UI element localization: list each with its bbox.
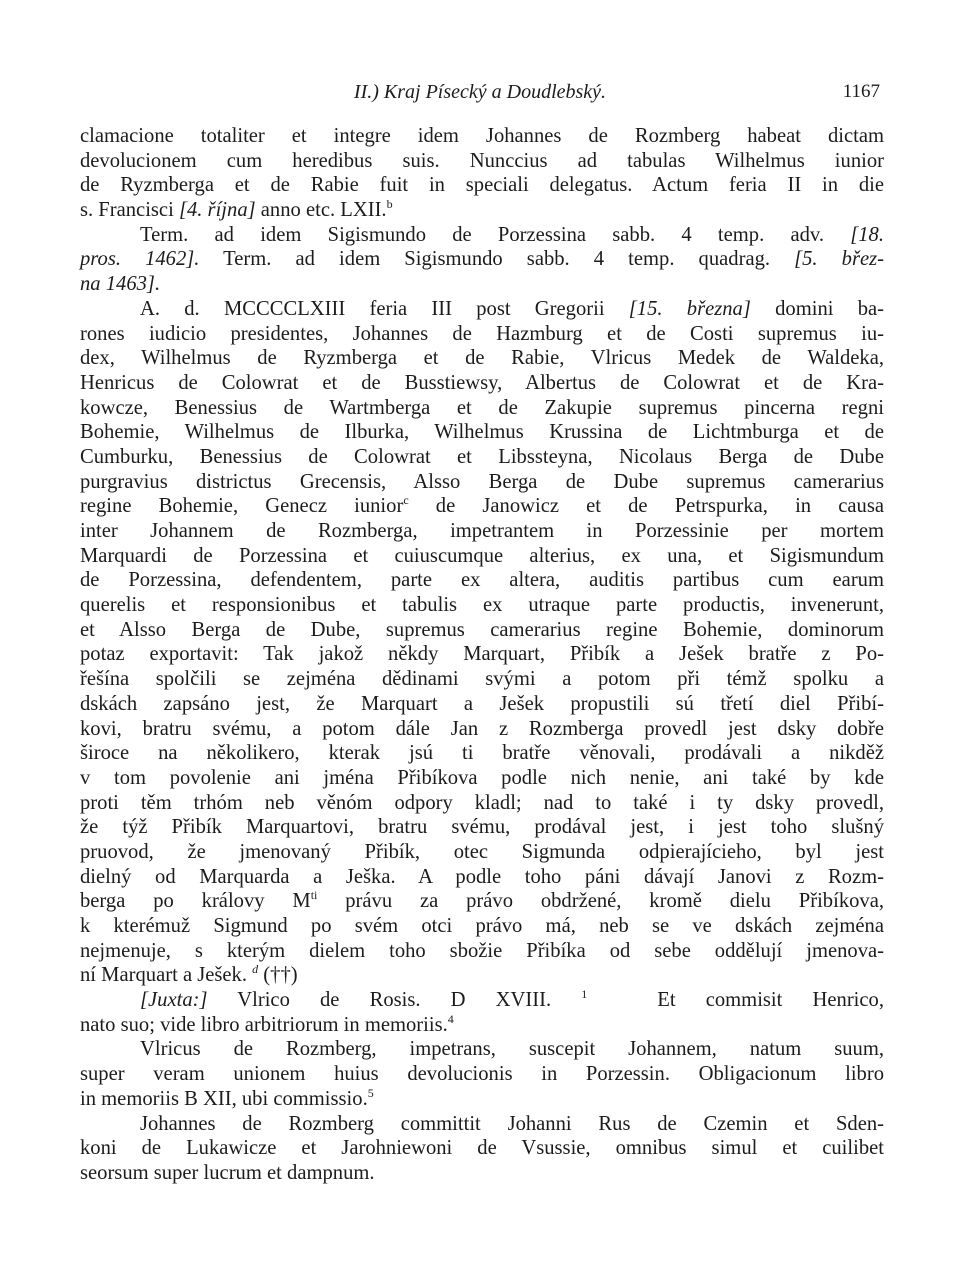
text-segment: Et commisit Henrico, <box>657 989 884 1012</box>
text-segment: kowcze, Benessius de Wartmberga et de Zakupie supremus pincerna regni <box>80 396 884 419</box>
text-line <box>80 494 884 519</box>
footnote-marker: c <box>403 493 409 508</box>
text-line <box>80 1062 884 1087</box>
text-segment: řešína spolčili se zejména dědinami svými a potom při témž spolku a <box>80 668 884 691</box>
text-segment: nato suo; vide libro arbitriorum in memoriis. <box>80 1013 448 1036</box>
text-line <box>80 741 884 766</box>
text-segment: v tom povolenie ani jména Přibíkova podle nich nenie, ani také by kde <box>80 766 884 789</box>
text-line <box>80 223 884 248</box>
text-segment: kovi, bratru svému, a potom dále Jan z Rozmberga provedl jest dsky dobře <box>80 717 884 740</box>
text-line <box>80 692 884 717</box>
text-segment: domini ba- <box>750 297 884 320</box>
text-segment: široce na několikero, kterak jsú ti bratře věnovali, prodávali a nikděž <box>80 742 884 765</box>
text-line <box>80 717 884 742</box>
text-segment: Vlrico de Rosis. D XVIII. <box>207 989 582 1012</box>
text-segment: de Porzessina, defendentem, parte ex altera, auditis partibus cum earum <box>80 569 884 592</box>
footnote-marker: 4 <box>447 1011 454 1026</box>
text-segment: proti těm trhóm neb věnóm odpory kladl; nad to také i ty dsky provedl, <box>80 791 884 814</box>
text-line <box>80 272 884 297</box>
text-segment: anno etc. LXII. <box>255 199 387 222</box>
text-line <box>80 963 884 988</box>
text-line <box>80 519 884 544</box>
text-line <box>80 297 884 322</box>
text-segment: in memoriis B XII, ubi commissio. <box>80 1087 368 1110</box>
italic-text: [18. <box>850 223 884 246</box>
text-line <box>80 1037 884 1062</box>
text-segment: berga po královy M <box>80 890 311 913</box>
text-line <box>80 914 884 939</box>
text-segment: Cumburku, Benessius de Colowrat et Libssteyna, Nicolaus Berga de Dube <box>80 445 884 468</box>
italic-text: pros. 1462]. <box>80 248 200 271</box>
text-segment: de Janowicz et de Petrspurka, in causa <box>408 495 884 518</box>
text-segment: ní Marquart a Ješek. <box>80 964 253 987</box>
text-segment: Henricus de Colowrat et de Busstiewsy, Albertus de Colowrat et de Kra- <box>80 371 884 394</box>
text-line <box>80 149 884 174</box>
text-line <box>80 445 884 470</box>
text-segment: inter Johannem de Rozmberga, impetrantem in Porzessinie per mortem <box>80 520 884 542</box>
text-line <box>80 1087 884 1112</box>
footnote-marker: ti <box>310 888 318 903</box>
text-line <box>80 198 884 223</box>
page-number: 1167 <box>842 81 880 102</box>
text-line <box>80 618 884 643</box>
text-line <box>80 1112 884 1137</box>
text-segment: dskách zapsáno jest, že Marquart a Ješek propustili sú třetí diel Přibí- <box>80 692 884 715</box>
footnote-marker: d <box>252 962 259 977</box>
text-line <box>80 396 884 421</box>
text-line <box>80 247 884 272</box>
text-line <box>80 544 884 569</box>
text-segment: super veram unionem huius devolucionis in Porzessin. Obligacionum libro <box>80 1063 884 1086</box>
text-line <box>80 593 884 618</box>
text-segment: clamacione totaliter et integre idem Johannes de Rozmberg habeat dictam <box>80 125 884 147</box>
text-line <box>80 791 884 816</box>
text-line <box>80 371 884 396</box>
text-segment: Bohemie, Wilhelmus de Ilburka, Wilhelmus Krussina de Lichtmburga et de <box>80 421 884 444</box>
text-line <box>80 1136 884 1161</box>
text-segment: dex, Wilhelmus de Ryzmberga et de Rabie, Vlricus Medek de Waldeka, <box>80 347 884 370</box>
text-line <box>80 568 884 593</box>
text-segment: purgravius districtus Grecensis, Alsso Berga de Dube supremus camerarius <box>80 470 884 493</box>
text-segment: potaz exportavit: Tak jakož někdy Marquart, Přibík a Ješek bratře z Po- <box>80 643 884 666</box>
running-title: II.) Kraj Písecký a Doudlebský. <box>353 81 607 103</box>
text-segment: Marquardi de Porzessina et cuiuscumque alterius, ex una, et Sigismundum <box>80 544 884 567</box>
text-segment: et Alsso Berga de Dube, supremus camerarius regine Bohemie, dominorum <box>80 618 884 641</box>
text-segment: regine Bohemie, Genecz iunior <box>80 495 404 518</box>
text-line <box>80 667 884 692</box>
text-line <box>80 173 884 198</box>
text-segment: právu za právo obdržené, kromě dielu Přibíkova, <box>317 890 885 913</box>
text-line <box>80 124 884 149</box>
text-line <box>80 322 884 347</box>
text-line <box>80 815 884 840</box>
text-line <box>80 1161 884 1186</box>
text-segment: že týž Přibík Marquartovi, bratru svému, prodával jest, i jest toho slušný <box>80 816 884 839</box>
text-segment: (††) <box>258 964 298 987</box>
text-line <box>80 1013 884 1038</box>
text-line <box>80 865 884 890</box>
text-segment: s. Francisci <box>80 199 179 222</box>
text-segment: A. d. MCCCCLXIII feria III post Gregorii <box>140 297 629 320</box>
italic-text: [Juxta:] <box>140 989 208 1012</box>
text-line <box>80 642 884 667</box>
text-line <box>80 988 884 1013</box>
text-line <box>80 939 884 964</box>
footnote-marker: 1 <box>581 987 588 1002</box>
text-line <box>80 470 884 495</box>
text-segment: Vlricus de Rozmberg, impetrans, suscepit Johannem, natum suum, <box>140 1038 884 1061</box>
text-segment: k kterémuž Sigmund po svém otci právo má, neb se ve dskách zejména <box>80 915 884 937</box>
text-segment: Johannes de Rozmberg committit Johanni Rus de Czemin et Sden- <box>140 1112 884 1135</box>
footnote-marker: b <box>386 197 393 212</box>
italic-text: [4. října] <box>178 199 256 222</box>
running-header <box>80 80 880 110</box>
text-segment: rones iudicio presidentes, Johannes de Hazmburg et de Costi supremus iu- <box>80 322 884 345</box>
text-segment: querelis et responsionibus et tabulis ex utraque parte productis, invenerunt, <box>80 594 884 617</box>
text-segment: nejmenuje, s kterým dielem toho sbožie Přibíka od sebe oddělují jmenova- <box>80 939 884 962</box>
text-segment: Term. ad idem Sigismundo de Porzessina sabb. 4 temp. adv. <box>140 223 851 246</box>
footnote-marker: 5 <box>367 1085 374 1100</box>
body-text <box>80 124 884 1186</box>
text-line <box>80 889 884 914</box>
text-segment: dielný od Marquarda a Ješka. A podle toho páni dávají Janovi z Rozm- <box>80 865 884 888</box>
text-segment: de Ryzmberga et de Rabie fuit in speciali delegatus. Actum feria II in die <box>80 174 884 197</box>
italic-text: [15. března] <box>628 297 751 320</box>
text-segment: Term. ad idem Sigismundo sabb. 4 temp. quadrag. <box>199 248 795 271</box>
text-line <box>80 766 884 791</box>
italic-text: na 1463]. <box>80 273 161 296</box>
text-segment: pruovod, že jmenovaný Přibík, otec Sigmunda odpierajícieho, byl jest <box>80 840 884 863</box>
italic-text: [5. břez- <box>794 248 884 271</box>
text-segment: seorsum super lucrum et dampnum. <box>80 1161 375 1184</box>
text-line <box>80 346 884 371</box>
text-segment: koni de Lukawicze et Jarohniewoni de Vsussie, omnibus simul et cuilibet <box>80 1137 884 1160</box>
text-line <box>80 840 884 865</box>
text-line <box>80 420 884 445</box>
text-segment: devolucionem cum heredibus suis. Nunccius ad tabulas Wilhelmus iunior <box>80 149 884 172</box>
